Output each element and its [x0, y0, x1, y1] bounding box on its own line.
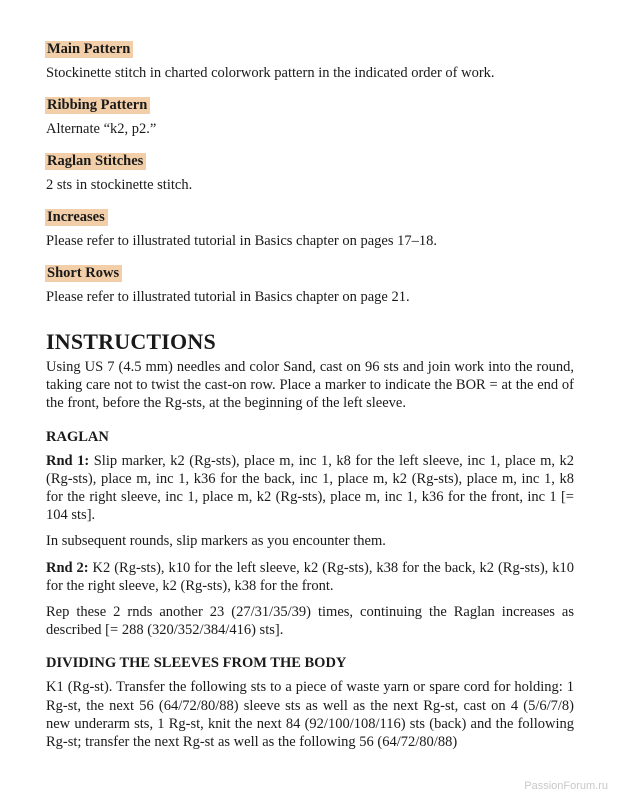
section-text: Please refer to illustrated tutorial in Basics chapter on pages 17–18. — [46, 233, 437, 249]
repeat-paragraph: Rep these 2 rnds another 23 (27/31/35/39) times, continuing the Raglan increases as described [= 288 (320/352/384/416) sts]. — [46, 604, 574, 639]
instructions-intro: Using US 7 (4.5 mm) needles and color Sand, cast on 96 sts and join work into the round, taking care not to twist the cast-on row. Place a marker to indicate the BOR = at the end of the front, before the Rg-sts, at the beginning of the left sleeve. — [46, 359, 574, 412]
section-label: Short Rows — [45, 265, 122, 282]
dividing-heading: DIVIDING THE SLEEVES FROM THE BODY — [46, 655, 347, 672]
subsequent-paragraph: In subsequent rounds, slip markers as you encounter them. — [46, 533, 386, 550]
watermark: PassionForum.ru — [524, 780, 608, 792]
rnd2-paragraph — [46, 559, 574, 595]
rnd2-label: Rnd 2: — [46, 559, 89, 576]
section-text: Alternate “k2, p2.” — [46, 121, 157, 137]
section-short-rows — [46, 264, 574, 306]
section-raglan-stitches — [46, 152, 574, 194]
section-text: Stockinette stitch in charted colorwork pattern in the indicated order of work. — [46, 65, 495, 81]
section-increases — [46, 208, 574, 250]
dividing-paragraph: K1 (Rg-st). Transfer the following sts to a piece of waste yarn or spare cord for holding: 1 Rg-st, the next 56 (64/72/80/88) sleeve sts as well as the next Rg-st, cast on 4 (5/6/7/8) new underarm sts, 1 Rg-st, knit the next 84 (92/100/108/116) sts (back) and the following Rg-st; transfer the next Rg-st as well as the following 56 (64/72/80/88) — [46, 679, 574, 751]
section-label: Main Pattern — [45, 41, 133, 58]
document-page — [46, 40, 574, 751]
section-ribbing-pattern — [46, 96, 574, 138]
section-label: Increases — [45, 209, 108, 226]
section-text: 2 sts in stockinette stitch. — [46, 177, 193, 193]
rnd1-paragraph — [46, 452, 574, 525]
raglan-heading: RAGLAN — [46, 428, 109, 445]
rnd1-text: Slip marker, k2 (Rg-sts), place m, inc 1, k8 for the left sleeve, inc 1, place m, k2 (Rg-sts), place m, inc 1, k36 for the back, inc 1, place m, k2 (Rg-sts), place m, inc 1, k8 for the right sleeve, inc 1, place m, k2 (Rg-sts), place m, inc 1, k36 for the front, inc 1 [= 104 sts]. — [46, 452, 574, 524]
section-label: Ribbing Pattern — [45, 97, 150, 114]
rnd1-label: Rnd 1: — [46, 452, 90, 469]
rnd2-text: K2 (Rg-sts), k10 for the left sleeve, k2 (Rg-sts), k38 for the back, k2 (Rg-sts), k10 for the right sleeve, k2 (Rg-sts), k38 for the front. — [46, 559, 574, 594]
section-text: Please refer to illustrated tutorial in Basics chapter on page 21. — [46, 289, 410, 305]
instructions-title: INSTRUCTIONS — [46, 329, 216, 354]
section-label: Raglan Stitches — [45, 153, 146, 170]
instructions-body — [46, 358, 574, 751]
section-main-pattern — [46, 40, 574, 82]
